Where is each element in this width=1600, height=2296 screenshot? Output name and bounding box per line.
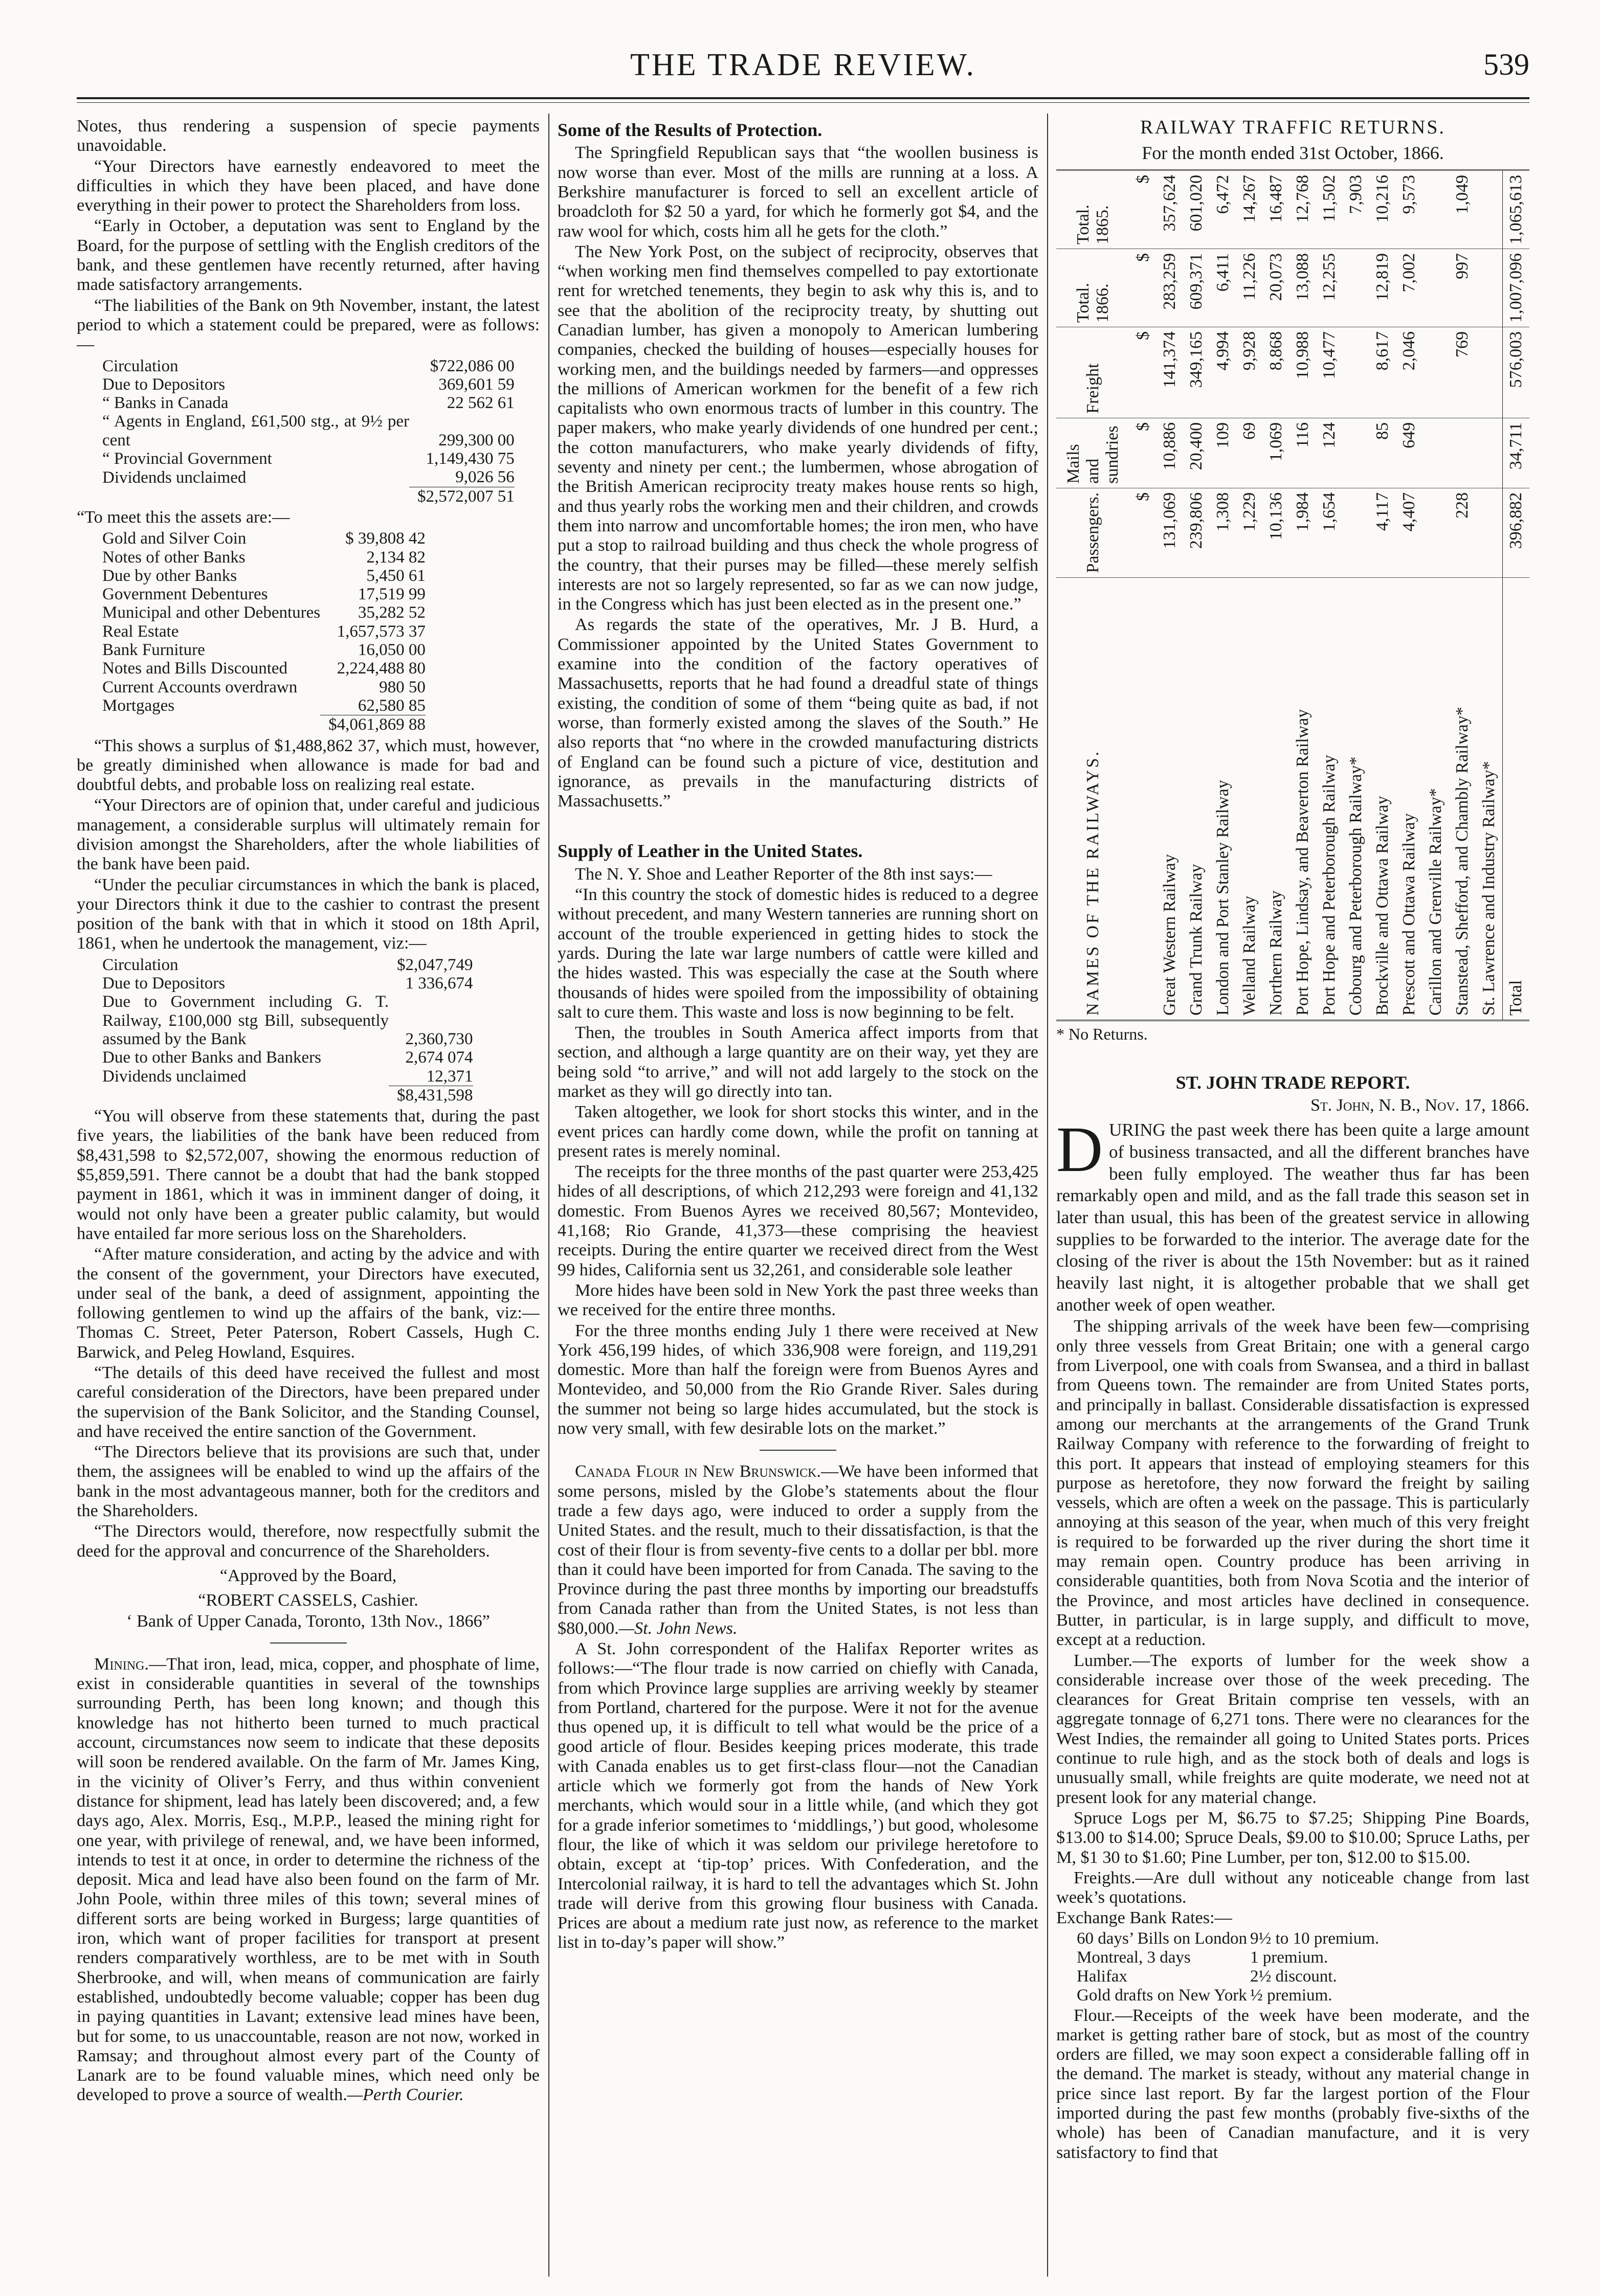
- ledger-row: [102, 622, 426, 641]
- value-cell: 11,502: [1316, 171, 1343, 249]
- column-header: Freight: [1056, 327, 1130, 418]
- paragraph: “The Directors would, therefore, now respectfully submit the deed for the approval and concurrence of the Shareholders.: [77, 1522, 540, 1561]
- column-header: Passengers.: [1056, 488, 1130, 577]
- ledger-label: “ Provincial Government: [102, 449, 272, 468]
- railway-name-cell: Great Western Railway: [1160, 854, 1179, 1016]
- signature-line: ‘ Bank of Upper Canada, Toronto, 13th Nov., 1866”: [126, 1611, 490, 1631]
- table-row: [1449, 171, 1476, 1020]
- flour-paragraph: [558, 1462, 1038, 1638]
- paragraph: Exchange Bank Rates:—: [1056, 1908, 1232, 1928]
- value-cell: 4,407: [1396, 488, 1423, 577]
- value-cell: 1,229: [1236, 488, 1263, 577]
- column-rule-left: [548, 114, 549, 2277]
- value-cell: 1,308: [1210, 488, 1236, 577]
- table-row: [1369, 171, 1396, 1020]
- rate-row: [1077, 1967, 1382, 1986]
- railway-name-cell: Prescott and Ottawa Railway: [1399, 813, 1418, 1016]
- ledger-label: Due to Depositors: [102, 375, 226, 394]
- railway-name-cell: St. Lawrence and Industry Railway*: [1479, 761, 1498, 1016]
- value-cell: 349,165: [1183, 327, 1210, 418]
- ledger-label: Dividends unclaimed: [102, 468, 247, 487]
- paragraph: “Early in October, a deputation was sent to England by the Board, for the purpose of settling with the English creditors of the bank, and these gentlemen have recently returned, after having made satisfactory arrangements.: [77, 216, 540, 295]
- liabilities-table: [102, 357, 515, 506]
- railway-name-cell: Total: [1502, 577, 1529, 1020]
- column-header: Total. 1865.: [1056, 171, 1130, 249]
- value-cell: [1423, 488, 1449, 577]
- value-cell: 10,136: [1263, 488, 1290, 577]
- running-title: THE TRADE REVIEW.: [630, 48, 976, 82]
- paragraph: The shipping arrivals of the week have been few—comprising only three vessels from Great Britain; one with a general cargo from Liverpool, one with coals from Swansea, and a third in ballast from Queens town. The remainder are from United States ports, and principally in ballast. Considerable dissatisfaction is expressed among our merchants at the arrangements of the Grand Trunk Railway Company with reference to the forwarding of freight to this port. It appears that instead of employing steamers for this purpose as heretofore, they now forward the freight by sailing vessels, which are often a week on the passage. This is particularly annoying at this season of the year, when much of this very freight is required to be forwarded up the river during the short time it may remain open. Country produce has been arriving in considerable quantities, both from Nova Scotia and the interior of the Province, and most articles have declined in consequence. Butter, in particular, is in large supply, and difficult to move, except at a reduction.: [1056, 1317, 1529, 1650]
- header-rule-thin: [77, 102, 1529, 103]
- value-cell: 1,069: [1263, 418, 1290, 488]
- paragraph: For the three months ending July 1 there were received at New York 456,199 hides, of which 336,908 were foreign, and 119,291 domestic. More than half the foreign were from Buenos Ayres and Montevideo, and 50,000 from the Rio Grande River. Sales during the summer not being so large hides accumulated, but the stock is now very small, with few desirable lots on the market.”: [558, 1321, 1038, 1438]
- ledger-amount: 2,224,488 80: [337, 659, 426, 678]
- ledger-row: [102, 567, 426, 585]
- table-row: [1157, 171, 1183, 1020]
- flour-lead: Canada Flour in New Brunswick.: [575, 1462, 821, 1481]
- value-cell: 1,007,096: [1502, 249, 1529, 327]
- railway-returns-title: RAILWAY TRAFFIC RETURNS.: [1140, 117, 1446, 138]
- paragraph: The N. Y. Shoe and Leather Reporter of the 8th inst says:—: [575, 864, 992, 884]
- column-header: NAMES OF THE RAILWAYS.: [1083, 749, 1102, 1016]
- rate-value: 9½ to 10 premium.: [1250, 1929, 1380, 1948]
- railway-name-cell: Stanstead, Shefford, and Chambly Railway*: [1452, 707, 1472, 1016]
- value-cell: 10,216: [1369, 171, 1396, 249]
- value-cell: [1343, 488, 1369, 577]
- paragraph: Then, the troubles in South America affect imports from that section, and although a large quantity are on their way, yet they are being sold “to arrive,” and will not add largely to the stock on the market as they will go directly into tan.: [558, 1023, 1038, 1101]
- value-cell: 10,886: [1157, 418, 1183, 488]
- value-cell: 9,573: [1396, 171, 1423, 249]
- railway-name-cell: Cobourg and Peterborough Railway*: [1346, 756, 1365, 1016]
- value-cell: 12,768: [1290, 171, 1316, 249]
- ledger-label: “ Agents in England, £61,500 stg., at 9½ per cent: [102, 412, 409, 449]
- ledger-label: Bank Furniture: [102, 641, 205, 660]
- ledger-row: [102, 696, 426, 715]
- value-cell: 9,928: [1236, 327, 1263, 418]
- ledger-amount: $2,047,749: [397, 955, 473, 974]
- lead-text: URING the past week there has been quite a large amount of business transacted, and all the different branches have been fully employed. The weather thus far has been remarkably open and mild, and as the fall trade this season set in later than usual, this has been of the greatest service in allowing supplies to be forwarded to the interior. The average date for the closing of the river is about the 15th November: but as it rained heavily last night, it is altogether probable that we shall get another week of open weather.: [1056, 1120, 1529, 1315]
- ledger-row: [102, 468, 515, 487]
- value-cell: $: [1130, 488, 1157, 577]
- ledger-label: Current Accounts overdrawn: [102, 678, 298, 696]
- value-cell: 1,654: [1316, 488, 1343, 577]
- drop-cap: D: [1056, 1114, 1103, 1186]
- ledger-total-row: [102, 487, 515, 506]
- ledger-row: [102, 1067, 473, 1086]
- ledger-amount: 1,657,573 37: [337, 622, 426, 641]
- column-left: [77, 117, 540, 2277]
- table-row: [1290, 171, 1316, 1020]
- value-cell: 12,819: [1369, 249, 1396, 327]
- ledger-row: [102, 394, 515, 412]
- paragraph: “The Directors believe that its provisions are such that, under them, the assignees will be enabled to wind up the affairs of the bank in the most advantageous manner, both for the creditors and the Shareholders.: [77, 1443, 540, 1521]
- value-cell: [1343, 327, 1369, 418]
- value-cell: 10,988: [1290, 327, 1316, 418]
- table-row: [1183, 171, 1210, 1020]
- railway-name-cell: Grand Trunk Railway: [1186, 864, 1206, 1016]
- ledger-row: [102, 974, 473, 993]
- ledger-row: [102, 375, 515, 394]
- ledger-row: [102, 449, 515, 468]
- value-cell: 85: [1369, 418, 1396, 488]
- value-cell: [1476, 488, 1503, 577]
- railway-name-cell: London and Port Stanley Railway: [1213, 780, 1232, 1016]
- value-cell: [1476, 327, 1503, 418]
- page-header: [77, 47, 1529, 98]
- value-cell: 69: [1236, 418, 1263, 488]
- ledger-total: $2,572,007 51: [409, 487, 515, 506]
- table-header-row: [1056, 171, 1130, 1020]
- ledger-amount: 9,026 56: [455, 468, 515, 487]
- ledger-row: [102, 1048, 473, 1067]
- ledger-total-row: [102, 1086, 473, 1105]
- ledger-amount: 16,050 00: [358, 641, 426, 660]
- section-separator: [270, 1642, 347, 1644]
- position-1861-table: [102, 956, 473, 1105]
- ledger-total: $8,431,598: [389, 1086, 473, 1105]
- mining-lead: Mining.: [94, 1654, 149, 1674]
- section-separator: [760, 1450, 836, 1451]
- ledger-total-row: [102, 715, 426, 734]
- ledger-amount: 1,149,430 75: [426, 449, 515, 468]
- ledger-amount: 12,371: [426, 1067, 473, 1086]
- railway-returns-table: [1056, 171, 1529, 1020]
- ledger-row: [102, 641, 426, 659]
- table-total-row: [1502, 171, 1529, 1020]
- table-row: [1476, 171, 1503, 1020]
- value-cell: 769: [1449, 327, 1476, 418]
- table-row: [1236, 171, 1263, 1020]
- paragraph: “This shows a surplus of $1,488,862 37, which must, however, be greatly diminished when allowance is made for bad and doubtful debts, and probable loss on realizing real estate.: [77, 736, 540, 795]
- value-cell: 109: [1210, 418, 1236, 488]
- section-heading: ST. JOHN TRADE REPORT.: [1175, 1072, 1410, 1093]
- ledger-label: Due to Government including G. T. Railway, £100,000 stg Bill, subsequently assumed by the Bank: [102, 993, 389, 1048]
- paragraph: “After mature consideration, and acting by the advice and with the consent of the government, your Directors have executed, under seal of the bank, a deed of assignment, appointing the following gentlemen to wind up the affairs of the bank, viz:—Thomas C. Street, Peter Paterson, Robert Cassels, Hugh C. Barwick, and Peleg Howland, Esquires.: [77, 1245, 540, 1362]
- ledger-row: [102, 678, 426, 696]
- value-cell: 141,374: [1157, 327, 1183, 418]
- value-cell: 4,994: [1210, 327, 1236, 418]
- paragraph: Taken altogether, we look for short stocks this winter, and in the event prices can hardly come down, while the profit on tanning at present rates is merely nominal.: [558, 1102, 1038, 1161]
- value-cell: 601,020: [1183, 171, 1210, 249]
- ledger-label: Gold and Silver Coin: [102, 529, 247, 548]
- ledger-label: Circulation: [102, 955, 179, 974]
- value-cell: [1449, 418, 1476, 488]
- value-cell: 8,617: [1369, 327, 1396, 418]
- ledger-row: [102, 956, 473, 974]
- value-cell: [1343, 418, 1369, 488]
- paragraph: “The details of this deed have received the fullest and most careful consideration of the Directors, have been prepared under the supervision of the Bank Solicitor, and the Standing Counsel, and have received the entire sanction of the Government.: [77, 1363, 540, 1441]
- paragraph: “In this country the stock of domestic hides is reduced to a degree without precedent, and many Western tanneries are running short on account of the trouble experienced in getting hides to stock the yards. During the late war large numbers of cattle were killed and the hides wasted. This was especially the case at the South where thousands of hides were spoiled from the impossibility of obtaining salt to cure them. This waste and loss is now beginning to be felt.: [558, 885, 1038, 1022]
- intro-paragraphs: [77, 117, 540, 355]
- ledger-amount: 1 336,674: [405, 974, 473, 993]
- value-cell: 4,117: [1369, 488, 1396, 577]
- paragraph: “The liabilities of the Bank on 9th November, instant, the latest period to which a statement could be prepared, were as follows:—: [77, 296, 540, 354]
- ledger-label: Notes and Bills Discounted: [102, 659, 288, 678]
- paragraph: As regards the state of the operatives, Mr. J B. Hurd, a Commissioner appointed by the United States Government to examine into the condition of the factory operatives of Massachusetts, reports that he had found a dreadful state of things existing, the condition of some of them “being quite as bad, if not worse, than formerly existed among the slaves of the South.” He also reports that “no where in the crowded manufacturing districts of England can be found such a picture of vice, destitution and ignorance, as prevails in the manufacturing districts of Massachusetts.”: [558, 615, 1038, 811]
- table-row: [1343, 171, 1369, 1020]
- ledger-label: Due to other Banks and Bankers: [102, 1048, 321, 1067]
- paragraph: The receipts for the three months of the past quarter were 253,425 hides of all descriptions, of which 212,293 were foreign and 41,132 domestic. From Buenos Ayres we received 80,567; Montevideo, 41,168; Rio Grande, 41,373—these comprising the heaviest receipts. During the entire quarter we received direct from the West 99 hides, California sent us 32,261, and considerable sole leather: [558, 1162, 1038, 1279]
- railway-name-cell: [1130, 577, 1157, 1020]
- rate-label: 60 days’ Bills on London: [1077, 1929, 1248, 1948]
- railway-name-cell: Welland Railway: [1239, 895, 1259, 1016]
- value-cell: $: [1130, 171, 1157, 249]
- rate-value: ½ premium.: [1250, 1986, 1332, 2005]
- value-cell: $: [1130, 418, 1157, 488]
- value-cell: 116: [1290, 418, 1316, 488]
- table-footnote: * No Returns.: [1056, 1024, 1148, 1043]
- value-cell: [1423, 327, 1449, 418]
- rate-row: [1077, 1948, 1382, 1967]
- value-cell: 997: [1449, 249, 1476, 327]
- ledger-row: [102, 585, 426, 603]
- section-heading: Supply of Leather in the United States.: [558, 841, 863, 862]
- signature-line: “ROBERT CASSELS, Cashier.: [198, 1591, 418, 1610]
- ledger-label: Dividends unclaimed: [102, 1067, 247, 1086]
- paragraph: The New York Post, on the subject of reciprocity, observes that “when working men find themselves compelled to pay extortionate rent for wretched tenements, they begin to ask why this is, and to see that the abolition of the reciprocity treaty, by shutting out Canadian lumber, has given a monopoly to American lumbering companies, checked the building of houses—especially houses for working men, and the buildings needed by farmers—and oppresses the millions of American workmen for the benefit of a few rich capitalists who own enormous tracts of lumber in this country. The paper makers, who make yearly dividends of one hundred per cent.; the cotton manufacturers, who make yearly dividends of fifty, seventy and ninety per cent.; the lumbermen, whose abrogation of the British American reciprocity treaty makes house rents so high, and thus yearly robs the working men and their children, and crowds them into narrow and uncomfortable homes; the iron men, who have put a stop to railroad building and thus check the whole progress of the country, that their purses may be filled—these merely selfish interests are not so largely represented, so far as we can now judge, in the Congress which has just been elected as in the present one.”: [558, 242, 1038, 614]
- value-cell: [1423, 249, 1449, 327]
- paragraph: “Your Directors have earnestly endeavored to meet the difficulties in which they have been placed, and have done everything in their power to protect the Shareholders from loss.: [77, 156, 540, 215]
- ledger-amount: 2,360,730: [405, 1029, 473, 1048]
- mining-source: —Perth Courier.: [347, 2085, 464, 2105]
- section-gap: [558, 812, 1038, 838]
- paragraph: Flour.—Receipts of the week have been moderate, and the market is getting rather bare of stock, but as most of the country orders are filled, we may soon expect a considerable falling off in the demand. The market is steady, without any material change in price since last report. By far the largest portion of the Flour imported during the past few months (probably five-sixths of the whole) has been of Canadian manufacture, and it is very satisfactory to find that: [1056, 2006, 1529, 2162]
- railway-name-cell: Brockville and Ottawa Railway: [1372, 796, 1392, 1016]
- value-cell: [1423, 171, 1449, 249]
- ledger-amount: 2,674 074: [405, 1048, 473, 1067]
- value-cell: 10,477: [1316, 327, 1343, 418]
- ledger-amount: 35,282 52: [358, 603, 426, 622]
- railway-returns-subtitle: For the month ended 31st October, 1866.: [1142, 142, 1444, 163]
- value-cell: 283,259: [1157, 249, 1183, 327]
- paragraph: Freights.—Are dull without any noticeable change from last week’s quotations.: [1056, 1868, 1529, 1907]
- value-cell: 6,411: [1210, 249, 1236, 327]
- column-header: Mails and sundries: [1056, 418, 1130, 488]
- ledger-amount: 980 50: [379, 678, 426, 696]
- value-cell: 609,371: [1183, 249, 1210, 327]
- column-rule-right: [1047, 114, 1048, 2277]
- paragraph: Lumber.—The exports of lumber for the week show a considerable increase over those of the week preceding. The clearances for Great Britain comprise ten vessels, with an aggregate tonnage of 6,271 tons. There were no clearances for the West Indies, the remainder all going to United States ports. Prices continue to rule high, and as the stock both of deals and logs is unusually small, while freights are quite moderate, we need not at present look for any material change.: [1056, 1651, 1529, 1807]
- value-cell: 228: [1449, 488, 1476, 577]
- paragraph: “Under the peculiar circumstances in which the bank is placed, your Directors think it due to the cashier to contrast the present position of the bank with that in which it stood on 18th April, 1861, when he undertook the management, viz:—: [77, 875, 540, 953]
- value-cell: 396,882: [1502, 488, 1529, 577]
- value-cell: 12,255: [1316, 249, 1343, 327]
- railway-name-cell: Port Hope and Peterborough Railway: [1319, 754, 1339, 1016]
- value-cell: 2,046: [1396, 327, 1423, 418]
- ledger-amount: 2,134 82: [366, 548, 426, 567]
- value-cell: 239,806: [1183, 488, 1210, 577]
- dateline: St. John, N. B., Nov. 17, 1866.: [1310, 1096, 1529, 1115]
- signature-line: “Approved by the Board,: [219, 1566, 397, 1585]
- ledger-row: [102, 993, 473, 1048]
- ledger-label: Real Estate: [102, 622, 179, 641]
- value-cell: [1476, 418, 1503, 488]
- ledger-amount: $ 39,808 42: [345, 529, 426, 548]
- rate-value: 2½ discount.: [1250, 1967, 1337, 1986]
- paragraph: More hides have been sold in New York the past three weeks than we received for the entire three months.: [558, 1280, 1038, 1320]
- page-number: 539: [1483, 48, 1529, 81]
- section-gap: [1056, 1049, 1529, 1069]
- ledger-label: Mortgages: [102, 696, 175, 715]
- column-right: [1056, 117, 1529, 2277]
- value-cell: 16,487: [1263, 171, 1290, 249]
- ledger-label: Due to Depositors: [102, 974, 226, 993]
- ledger-row: [102, 603, 426, 622]
- value-cell: [1476, 249, 1503, 327]
- value-cell: 8,868: [1263, 327, 1290, 418]
- rate-label: Gold drafts on New York: [1077, 1986, 1247, 2005]
- ledger-row: [102, 529, 426, 548]
- value-cell: $: [1130, 249, 1157, 327]
- table-row: [1316, 171, 1343, 1020]
- table-row: [1263, 171, 1290, 1020]
- value-cell: 14,267: [1236, 171, 1263, 249]
- ledger-amount: 5,450 61: [366, 566, 426, 585]
- mining-paragraph: [77, 1655, 540, 2105]
- ledger-amount: 369,601 59: [438, 375, 515, 394]
- ledger-amount: 17,519 99: [358, 585, 426, 604]
- value-cell: 20,073: [1263, 249, 1290, 327]
- rate-label: Halifax: [1077, 1967, 1127, 1986]
- table-row: [1423, 171, 1449, 1020]
- column-header: Total. 1866.: [1056, 249, 1130, 327]
- value-cell: 131,069: [1157, 488, 1183, 577]
- value-cell: $: [1130, 327, 1157, 418]
- paragraph: “Your Directors are of opinion that, under careful and judicious management, a considerable surplus will ultimately remain for division amongst the Shareholders, after the whole liabilities of the bank have been paid.: [77, 796, 540, 874]
- ledger-amount: 62,580 85: [358, 696, 426, 715]
- rate-value: 1 premium.: [1250, 1948, 1328, 1967]
- ledger-label: Due by other Banks: [102, 566, 237, 585]
- railway-returns-table-frame: [1056, 169, 1529, 1021]
- ledger-amount: 299,300 00: [438, 431, 515, 449]
- value-cell: 357,624: [1157, 171, 1183, 249]
- signature-block: [77, 1566, 540, 1631]
- value-cell: 13,088: [1290, 249, 1316, 327]
- flour-source: —St. John News.: [618, 1618, 738, 1638]
- ledger-amount: 22 562 61: [447, 394, 515, 413]
- ledger-row: [102, 548, 426, 567]
- value-cell: 34,711: [1502, 418, 1529, 488]
- paragraph: A St. John correspondent of the Halifax Reporter writes as follows:—“The flour trade is now carried on chiefly with Canada, from which Province large supplies are arriving weekly by steamer from Portland, chartered for the purpose. Were it not for the avenue thus opened up, it is difficult to tell what would be the price of a good article of flour. Besides keeping prices moderate, this trade with Canada enables us to get first-class flour—not the Canadian article which we formerly got from the hands of New York merchants, which would sour in a little while, (and which they got for a grade inferior sometimes to ‘middlings,’) but good, wholesome flour, the like of which it was seldom our privilege heretofore to obtain, except at ‘tip-top’ prices. With Confederation, and the Intercolonial railway, it is hard to tell the advantages which St. John trade will derive from this growing flour business with Canada. Prices are about a medium rate just now, as reference to the market list in to-day’s paper will show.”: [558, 1639, 1038, 1952]
- rate-row: [1077, 1929, 1382, 1948]
- ledger-row: [102, 659, 426, 678]
- paragraph: Notes, thus rendering a suspension of specie payments unavoidable.: [77, 117, 540, 155]
- ledger-label: Circulation: [102, 356, 179, 375]
- ledger-label: Notes of other Banks: [102, 548, 246, 567]
- ledger-amount: $722,086 00: [430, 356, 515, 375]
- value-cell: [1343, 249, 1369, 327]
- ledger-label: “ Banks in Canada: [102, 394, 229, 413]
- paragraph: The Springfield Republican says that “the woollen business is now worse than ever. Most of the mills are running at a loss. A Berkshire manufacturer is forced to sell an excellent article of broadcloth for $2 50 a yard, for which he formerly got $4, and the raw wool for which, costs him all he gets for the cloth.”: [558, 143, 1038, 241]
- table-row: [1130, 171, 1157, 1020]
- value-cell: 7,002: [1396, 249, 1423, 327]
- ledger-label: Municipal and other Debentures: [102, 603, 321, 622]
- paragraph: “To meet this the assets are:—: [77, 507, 290, 527]
- railway-name-cell: Northern Railway: [1266, 890, 1285, 1016]
- mining-text: —That iron, lead, mica, copper, and phosphate of lime, exist in considerable quantities in several of the townships surrounding Perth, has been long known; and though this knowledge has not hitherto been turned to much practical account, circumstances now seem to indicate that these deposits will soon be rendered available. On the farm of Mr. James King, in the vicinity of Oliver’s Ferry, and thus within convenient distance for shipment, lead has lately been discovered; and, a few days ago, Alex. Morris, Esq., M.P.P., leased the mining right for one year, with privilege of renewal, and, we have been informed, intends to test it at once, in order to determine the richness of the deposit. Mica and lead have also been found on the farm of Mr. John Poole, within three miles of this town; several mines of different sorts are being worked in Burgess; large quantities of iron, which want of proper facilities for transport at present renders comparatively worthless, are to be met with in South Sherbrooke, and will, when means of communication are fairly established, undoubtedly become valuable; copper has been dug in paying quantities in Lavant; extensive lead mines have been, but for some, to us unaccountable, reason are not now, worked in Ramsay; and throughout almost every part of the County of Lanark are to be found valuable mines, which need only be developed to prove a source of wealth.: [77, 1654, 540, 2105]
- value-cell: 576,003: [1502, 327, 1529, 418]
- ledger-total: $4,061,869 88: [320, 715, 426, 734]
- assets-table: [102, 529, 426, 734]
- value-cell: [1423, 418, 1449, 488]
- value-cell: 649: [1396, 418, 1423, 488]
- table-row: [1210, 171, 1236, 1020]
- ledger-label: Government Debentures: [102, 585, 268, 604]
- value-cell: 1,049: [1449, 171, 1476, 249]
- value-cell: 20,400: [1183, 418, 1210, 488]
- header-rule-thick: [77, 97, 1529, 99]
- railway-returns-body: [1130, 171, 1529, 1020]
- lead-paragraph: [1056, 1114, 1529, 1316]
- value-cell: 11,226: [1236, 249, 1263, 327]
- railway-name-cell: Port Hope, Lindsay, and Beaverton Railway: [1293, 709, 1312, 1016]
- column-middle: [558, 117, 1038, 2277]
- value-cell: [1476, 171, 1503, 249]
- value-cell: 1,984: [1290, 488, 1316, 577]
- rate-label: Montreal, 3 days: [1077, 1948, 1191, 1967]
- rate-row: [1077, 1986, 1382, 2005]
- value-cell: 7,903: [1343, 171, 1369, 249]
- paragraph: Spruce Logs per M, $6.75 to $7.25; Shipping Pine Boards, $13.00 to $14.00; Spruce Deals, $9.00 to $10.00; Spruce Laths, per M, $1 30 to $1.60; Pine Lumber, per ton, $12.00 to $15.00.: [1056, 1808, 1529, 1867]
- value-cell: 6,472: [1210, 171, 1236, 249]
- value-cell: 1,065,613: [1502, 171, 1529, 249]
- table-row: [1396, 171, 1423, 1020]
- railway-name-cell: Carillon and Grenville Railway*: [1426, 788, 1445, 1016]
- section-heading: Some of the Results of Protection.: [558, 120, 823, 140]
- value-cell: 124: [1316, 418, 1343, 488]
- exchange-rates-table: [1077, 1929, 1382, 2005]
- ledger-row: [102, 357, 515, 375]
- ledger-row: [102, 412, 515, 449]
- paragraph: “You will observe from these statements that, during the past five years, the liabilities of the bank have been reduced from $8,431,598 to $2,572,007, showing the enormous reduction of $5,859,591. There cannot be a doubt that had the bank stopped payment in 1861, which it was in imminent danger of doing, it would not only have been a greater public calamity, but would have entailed far more serious loss on the Shareholders.: [77, 1107, 540, 1243]
- flour-text: —We have been informed that some persons, misled by the Globe’s statements about the flour trade a few days ago, were induced to order a supply from the United States. and the result, much to their dissatisfaction, is that the cost of their flour is from seventy-five cents to a dollar per bbl. more than it could have been imported for from Canada. The saving to the Province during the past three months by importing our breadstuffs from Canada rather than from the United States, is not less than $80,000.: [558, 1462, 1038, 1638]
